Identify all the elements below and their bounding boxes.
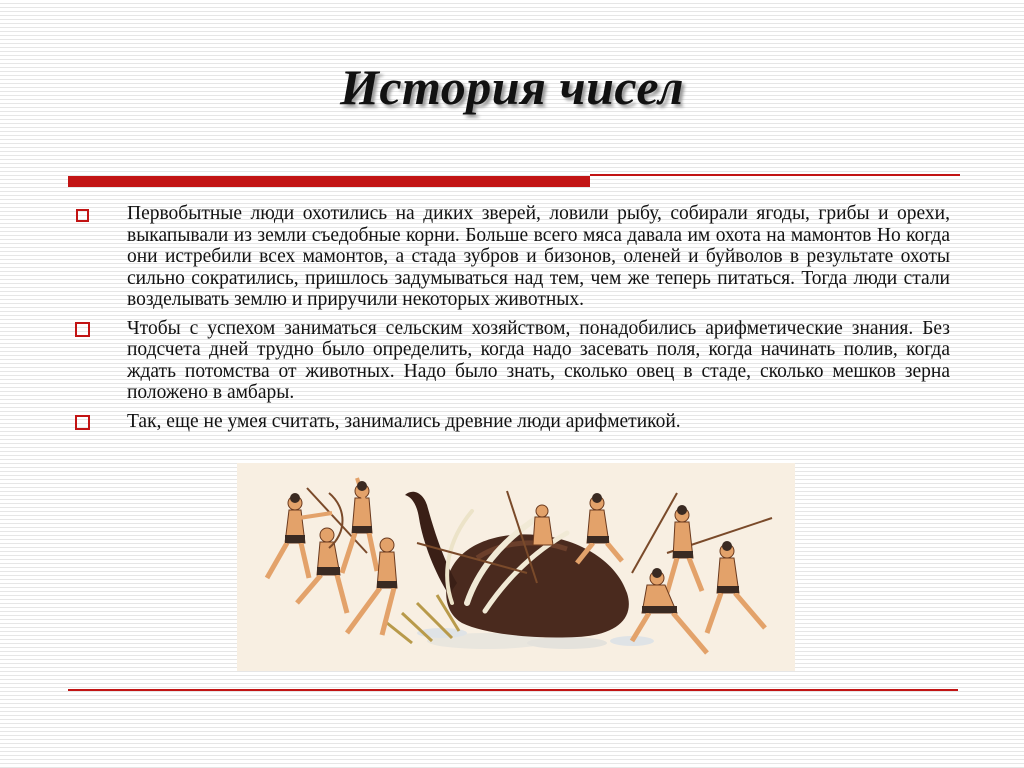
bullet-text: Первобытные люди охотились на диких зверей, ловили рыбу, собирали ягоды, грибы и орехи, выкапывали из земли съедобные корни. Больше всего мяса давала им охота на мамонтов Но когда они истребили всех мамонтов, а стада зубров и бизонов, оленей и буйволов в результате охоты сильно сократились, пришлось задумываться над тем, чем же теперь питаться. Тогда люди стали возделывать землю и приручили некоторых животных.: [127, 203, 950, 310]
bullet-list: [70, 203, 950, 439]
bullet-text: Чтобы с успехом заниматься сельским хозяйством, понадобились арифметические знания. Без подсчета дней трудно было определить, когда надо засевать поля, когда начинать полив, когда ждать потомства от животных. Надо было знать, сколько овец в стаде, сколько мешков зерна положено в амбары.: [127, 317, 950, 403]
title-underline-bar: [68, 176, 590, 187]
title-underline-line: [590, 174, 960, 176]
square-bullet-icon: [75, 322, 90, 337]
footer-divider: [68, 689, 958, 691]
square-bullet-icon: [75, 415, 90, 430]
bullet-item-3: [70, 411, 950, 433]
bullet-item-2: [70, 318, 950, 404]
bullet-item-1: [70, 203, 950, 311]
square-bullet-icon: [76, 209, 89, 222]
bullet-text: Так, еще не умея считать, занимались древние люди арифметикой.: [127, 410, 681, 432]
mammoth-hunt-illustration: [237, 463, 795, 671]
slide-title: История чисел: [339, 59, 685, 115]
